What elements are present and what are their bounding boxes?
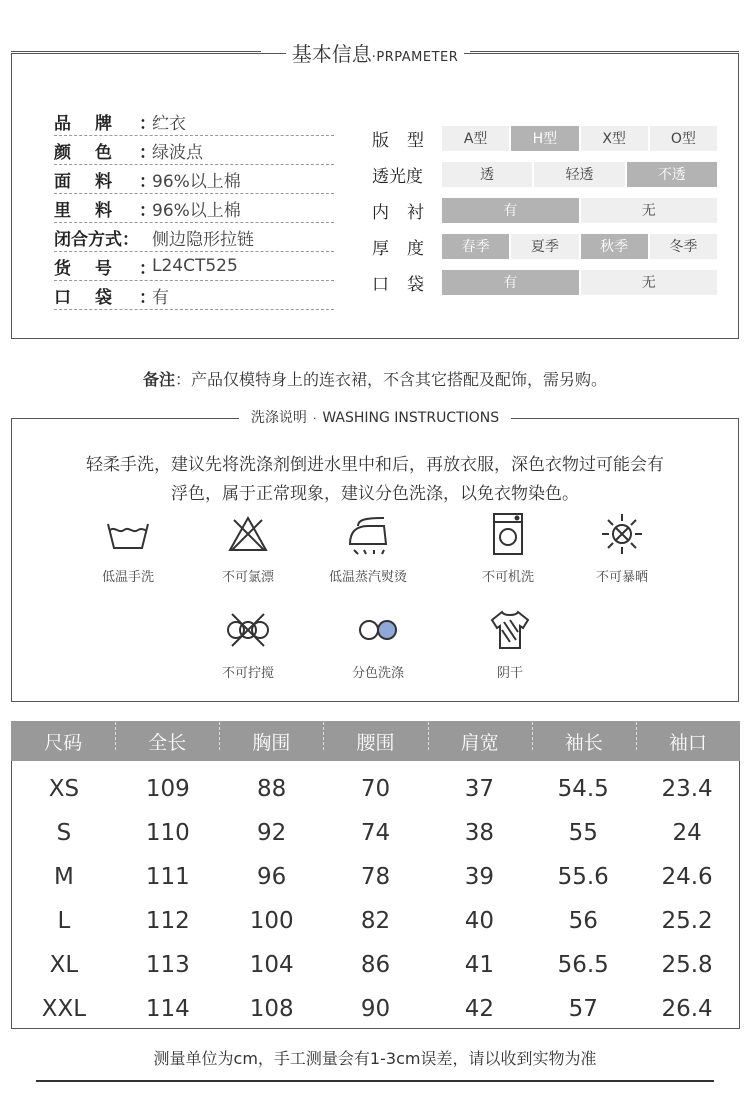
param-row xyxy=(54,194,334,223)
param-label: 面 料 ： xyxy=(54,171,156,192)
care-item-steam-iron xyxy=(313,510,423,585)
attribute-option: 无 xyxy=(581,270,718,295)
attribute-option: 春季 xyxy=(442,234,509,259)
attribute-option: 无 xyxy=(581,198,718,223)
table-cell: 108 xyxy=(249,996,294,1022)
table-cell: 55 xyxy=(568,820,598,846)
care-item-no-sun xyxy=(567,510,677,585)
attribute-label: 口袋 xyxy=(372,274,442,295)
footer-rule xyxy=(36,1080,714,1082)
attribute-option: 冬季 xyxy=(650,234,717,259)
care-item-separate-wash xyxy=(323,606,433,681)
param-value: L24CT525 xyxy=(152,256,238,276)
washing-description xyxy=(24,451,726,509)
table-cell: 112 xyxy=(145,908,190,934)
basic-info-title-cn: 基本信息 xyxy=(291,42,372,66)
table-cell: 56 xyxy=(568,908,598,934)
param-label: 货 号 ： xyxy=(54,258,156,279)
remark-text: ：产品仅模特身上的连衣裙，不含其它搭配及配饰，需另购。 xyxy=(175,370,608,389)
table-row xyxy=(12,987,739,1031)
table-cell: 42 xyxy=(464,996,494,1022)
washing-description-line-2: 浮色，属于正常现象，建议分色洗涤，以免衣物染色。 xyxy=(171,484,579,504)
table-cell: XL xyxy=(49,952,79,978)
column-header: 袖长 xyxy=(532,728,636,755)
param-value: 绿波点 xyxy=(152,142,203,163)
attribute-option: 秋季 xyxy=(581,234,648,259)
attribute-row xyxy=(372,228,717,264)
attribute-option: O型 xyxy=(650,126,717,151)
column-header: 腰围 xyxy=(323,728,427,755)
table-row xyxy=(12,811,739,855)
table-cell: 41 xyxy=(464,952,494,978)
attribute-option: 夏季 xyxy=(511,234,578,259)
attribute-row xyxy=(372,264,717,300)
attribute-option: 轻透 xyxy=(534,162,624,187)
table-cell: 111 xyxy=(145,864,190,890)
param-label: 颜 色 ： xyxy=(54,142,156,163)
care-item-shade-dry xyxy=(455,606,565,681)
table-cell: 86 xyxy=(360,952,391,978)
table-cell: 109 xyxy=(145,776,190,802)
table-cell: 55.6 xyxy=(557,864,609,890)
care-caption: 阴干 xyxy=(496,666,523,681)
care-caption: 低温蒸汽熨烫 xyxy=(328,570,407,585)
attribute-row xyxy=(372,156,717,192)
param-value: 有 xyxy=(152,287,169,308)
attribute-option: 不透 xyxy=(627,162,717,187)
remark xyxy=(0,367,750,390)
table-row xyxy=(12,855,739,899)
attribute-option: 有 xyxy=(442,198,579,223)
parameter-list xyxy=(54,107,334,310)
attribute-label: 版型 xyxy=(372,130,442,151)
table-cell: 57 xyxy=(568,996,598,1022)
column-header: 全长 xyxy=(115,728,219,755)
table-row xyxy=(12,767,739,811)
hand-wash-icon xyxy=(104,510,152,558)
table-cell: 96 xyxy=(257,864,287,890)
care-caption: 不可机洗 xyxy=(481,570,534,585)
basic-info-title: 基本信息·PRPAMETER xyxy=(0,38,750,66)
table-cell: M xyxy=(54,864,74,890)
param-label: 闭合方式： xyxy=(54,229,139,250)
param-row xyxy=(54,107,334,136)
washing-title: 洗涤说明 · WASHING INSTRUCTIONS xyxy=(0,407,750,427)
param-value: 96%以上棉 xyxy=(152,171,241,192)
size-table-body xyxy=(11,761,740,1029)
care-caption: 不可氯漂 xyxy=(221,570,274,585)
attribute-selector-list xyxy=(372,120,717,300)
param-label: 品 牌 ： xyxy=(54,113,156,134)
washing-title-cn: 洗涤说明 xyxy=(245,410,313,426)
table-cell: 92 xyxy=(257,820,287,846)
table-cell: XXL xyxy=(41,996,87,1022)
table-cell: 90 xyxy=(360,996,391,1022)
attribute-label: 透光度 xyxy=(372,166,423,187)
steam-iron-icon xyxy=(344,510,392,558)
basic-info-title-en: PRPAMETER xyxy=(376,50,459,65)
washing-description-line-1: 轻柔手洗，建议先将洗涤剂倒进水里中和后，再放衣服，深色衣物过可能会有 xyxy=(86,455,664,475)
size-table xyxy=(11,721,740,1029)
table-cell: S xyxy=(56,820,72,846)
column-header: 肩宽 xyxy=(428,728,532,755)
attribute-row xyxy=(372,120,717,156)
table-cell: 40 xyxy=(464,908,494,934)
table-cell: 56.5 xyxy=(557,952,609,978)
param-label: 里 料 ： xyxy=(54,200,156,221)
param-row xyxy=(54,223,334,252)
attribute-option: 有 xyxy=(442,270,579,295)
remark-label: 备注 xyxy=(142,370,175,389)
table-cell: 113 xyxy=(145,952,190,978)
param-row xyxy=(54,281,334,310)
table-cell: 25.2 xyxy=(661,908,713,934)
param-row xyxy=(54,252,334,281)
table-cell: 26.4 xyxy=(661,996,713,1022)
table-cell: 78 xyxy=(360,864,391,890)
table-row xyxy=(12,899,739,943)
care-caption: 不可暴晒 xyxy=(595,570,648,585)
table-cell: 88 xyxy=(257,776,287,802)
column-header: 胸围 xyxy=(219,728,323,755)
attribute-option: H型 xyxy=(511,126,578,151)
table-cell: XS xyxy=(48,776,80,802)
table-cell: 25.8 xyxy=(661,952,713,978)
no-wring-icon xyxy=(224,606,272,654)
table-cell: L xyxy=(57,908,71,934)
no-bleach-icon xyxy=(224,510,272,558)
param-value: 96%以上棉 xyxy=(152,200,241,221)
attribute-label: 厚度 xyxy=(372,238,442,259)
attribute-option: X型 xyxy=(581,126,648,151)
param-value: 侧边隐形拉链 xyxy=(152,229,254,250)
care-item-no-bleach xyxy=(193,510,303,585)
size-table-header xyxy=(11,721,740,761)
care-item-no-machine-wash xyxy=(453,510,563,585)
table-cell: 37 xyxy=(464,776,494,802)
param-row xyxy=(54,165,334,194)
param-value: 纻衣 xyxy=(152,113,186,134)
shade-dry-icon xyxy=(486,606,534,654)
table-cell: 110 xyxy=(145,820,190,846)
no-machine-wash-icon xyxy=(484,510,532,558)
care-caption: 低温手洗 xyxy=(101,570,154,585)
table-cell: 114 xyxy=(145,996,190,1022)
no-sun-icon xyxy=(598,510,646,558)
table-row xyxy=(12,943,739,987)
washing-title-en: WASHING INSTRUCTIONS xyxy=(316,410,505,426)
table-cell: 82 xyxy=(360,908,391,934)
care-item-hand-wash xyxy=(73,510,183,585)
table-cell: 39 xyxy=(464,864,494,890)
column-header: 袖口 xyxy=(636,728,740,755)
table-cell: 100 xyxy=(249,908,294,934)
table-cell: 74 xyxy=(360,820,391,846)
table-cell: 54.5 xyxy=(557,776,609,802)
attribute-option: 透 xyxy=(442,162,532,187)
column-header: 尺码 xyxy=(44,731,83,754)
table-cell: 24.6 xyxy=(661,864,713,890)
separate-wash-icon xyxy=(354,606,402,654)
measurement-note: 测量单位为cm，手工测量会有1-3cm误差，请以收到实物为准 xyxy=(153,1049,597,1068)
attribute-option: A型 xyxy=(442,126,509,151)
attribute-label: 内衬 xyxy=(372,202,442,223)
param-row xyxy=(54,136,334,165)
table-cell: 24 xyxy=(672,820,702,846)
table-cell: 104 xyxy=(249,952,294,978)
care-item-no-wring xyxy=(193,606,303,681)
care-caption: 分色洗涤 xyxy=(351,666,404,681)
table-cell: 38 xyxy=(464,820,494,846)
care-caption: 不可拧搅 xyxy=(221,666,274,681)
attribute-row xyxy=(372,192,717,228)
table-cell: 70 xyxy=(360,776,391,802)
param-label: 口 袋 ： xyxy=(54,287,156,308)
table-cell: 23.4 xyxy=(661,776,713,802)
